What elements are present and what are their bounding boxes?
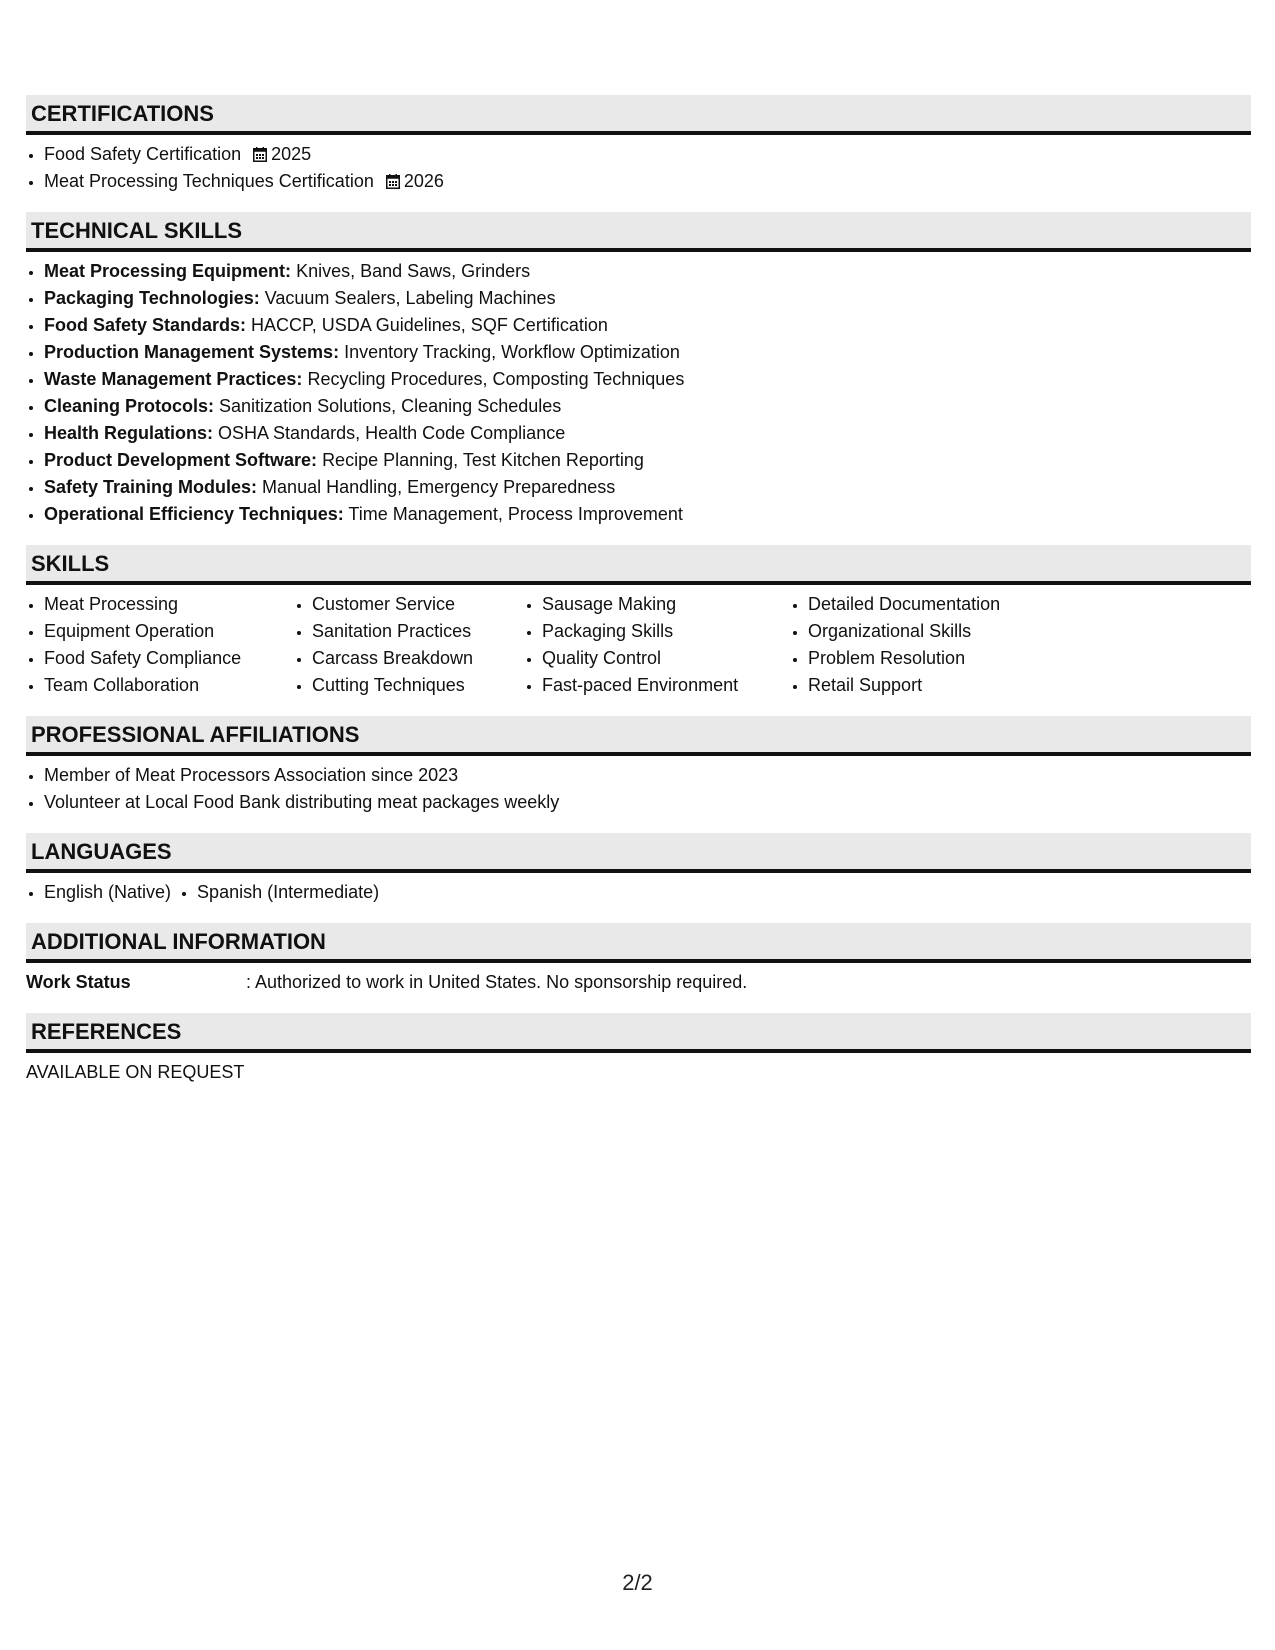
list-item: [44, 285, 1251, 312]
skill-values: Time Management, Process Improvement: [348, 504, 683, 524]
skill-category: Operational Efficiency Techniques:: [44, 504, 344, 524]
list-item: [44, 258, 1251, 285]
list-item: • Member of Meat Processors Association since 2023: [44, 762, 1251, 789]
list-item: [44, 447, 1251, 474]
list-item: • Fast-paced Environment: [542, 672, 790, 699]
list-item: [44, 474, 1251, 501]
list-item: [44, 501, 1251, 528]
skill-category: Cleaning Protocols:: [44, 396, 215, 416]
list-item: [44, 312, 1251, 339]
section-heading: REFERENCES: [26, 1013, 1251, 1053]
certification-year: 2026: [403, 171, 444, 191]
skill-category: Health Regulations:: [44, 423, 214, 443]
skills-section: [26, 545, 1251, 699]
work-status-value: : Authorized to work in United States. No sponsorship required.: [246, 972, 748, 992]
list-item: [44, 168, 1251, 195]
calendar-icon: [386, 174, 400, 189]
skill-category: Food Safety Standards:: [44, 315, 247, 335]
list-item: • Customer Service: [312, 591, 524, 618]
skill-category: Product Development Software:: [44, 450, 318, 470]
skills-column: [294, 591, 524, 699]
list-item: • Sausage Making: [542, 591, 790, 618]
affiliations-list: [26, 762, 1251, 816]
skill-category: Packaging Technologies:: [44, 288, 260, 308]
section-heading: PROFESSIONAL AFFILIATIONS: [26, 716, 1251, 756]
work-status-label: Work Status: [26, 972, 131, 992]
list-item: • Team Collaboration: [44, 672, 294, 699]
list-item: • Food Safety Compliance: [44, 645, 294, 672]
certification-year: 2025: [271, 144, 312, 164]
section-heading: CERTIFICATIONS: [26, 95, 1251, 135]
list-item: [44, 366, 1251, 393]
skills-column: [26, 591, 294, 699]
skill-category: Meat Processing Equipment:: [44, 261, 292, 281]
certifications-section: [26, 95, 1251, 195]
section-heading: TECHNICAL SKILLS: [26, 212, 1251, 252]
technical-skills-list: [26, 258, 1251, 528]
skill-values: Recycling Procedures, Composting Techniques: [307, 369, 685, 389]
info-row: [26, 969, 1251, 996]
list-item: • Cutting Techniques: [312, 672, 524, 699]
list-item: • Detailed Documentation: [808, 591, 1068, 618]
skill-values: Recipe Planning, Test Kitchen Reporting: [322, 450, 644, 470]
list-item: [44, 420, 1251, 447]
skills-column: [790, 591, 1068, 699]
list-item: • Packaging Skills: [542, 618, 790, 645]
skill-values: HACCP, USDA Guidelines, SQF Certification: [251, 315, 608, 335]
list-item: • Carcass Breakdown: [312, 645, 524, 672]
skill-values: Manual Handling, Emergency Preparedness: [262, 477, 616, 497]
page-number: 2/2: [622, 1570, 653, 1595]
skill-values: Knives, Band Saws, Grinders: [296, 261, 531, 281]
skill-values: Vacuum Sealers, Labeling Machines: [264, 288, 556, 308]
languages-section: [26, 833, 1251, 906]
references-section: [26, 1013, 1251, 1086]
section-heading: LANGUAGES: [26, 833, 1251, 873]
skill-category: Waste Management Practices:: [44, 369, 303, 389]
list-item: • Volunteer at Local Food Bank distributing meat packages weekly: [44, 789, 1251, 816]
languages-list: [26, 879, 1251, 906]
skills-column: [524, 591, 790, 699]
references-text: AVAILABLE ON REQUEST: [26, 1062, 245, 1082]
list-item: • Organizational Skills: [808, 618, 1068, 645]
list-item: • Meat Processing: [44, 591, 294, 618]
list-item: [44, 339, 1251, 366]
resume-page: [26, 95, 1251, 1103]
technical-skills-section: [26, 212, 1251, 528]
list-item: • Spanish (Intermediate): [197, 879, 379, 906]
certification-name: Meat Processing Techniques Certification: [44, 171, 374, 191]
section-heading: SKILLS: [26, 545, 1251, 585]
certifications-list: [26, 141, 1251, 195]
list-item: • Retail Support: [808, 672, 1068, 699]
affiliations-section: [26, 716, 1251, 816]
list-item: [44, 141, 1251, 168]
section-heading: ADDITIONAL INFORMATION: [26, 923, 1251, 963]
skill-values: Inventory Tracking, Workflow Optimization: [344, 342, 680, 362]
skill-values: OSHA Standards, Health Code Compliance: [218, 423, 566, 443]
list-item: • Sanitation Practices: [312, 618, 524, 645]
skill-category: Production Management Systems:: [44, 342, 340, 362]
certification-name: Food Safety Certification: [44, 144, 242, 164]
calendar-icon: [253, 147, 267, 162]
list-item: • English (Native): [44, 879, 171, 906]
list-item: [44, 393, 1251, 420]
list-item: • Equipment Operation: [44, 618, 294, 645]
skill-category: Safety Training Modules:: [44, 477, 258, 497]
additional-info-section: [26, 923, 1251, 996]
skill-values: Sanitization Solutions, Cleaning Schedules: [219, 396, 562, 416]
list-item: • Quality Control: [542, 645, 790, 672]
list-item: • Problem Resolution: [808, 645, 1068, 672]
